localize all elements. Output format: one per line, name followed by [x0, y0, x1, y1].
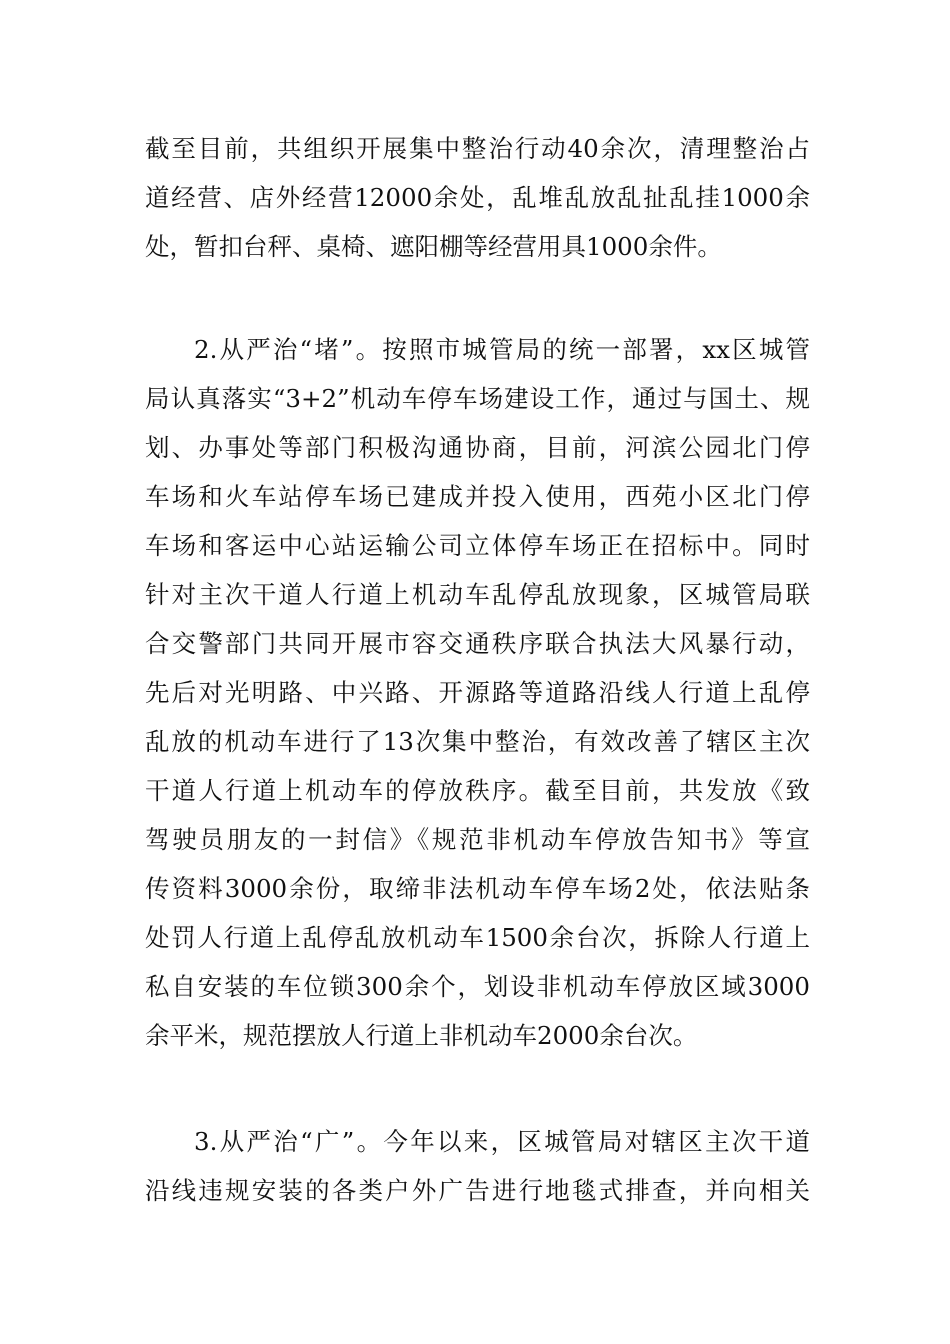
paragraph-line: 车场和火车站停车场已建成并投入使用，西苑小区北门停 — [145, 482, 810, 511]
paragraph-line: 先后对光明路、中兴路、开源路等道路沿线人行道上乱停 — [145, 678, 810, 707]
paragraph-line: 道经营、店外经营12000余处，乱堆乱放乱扯乱挂1000余 — [145, 183, 810, 212]
paragraph-line: 驾驶员朋友的一封信》《规范非机动车停放告知书》等宣 — [145, 825, 810, 854]
paragraph-line: 车场和客运中心站运输公司立体停车场正在招标中。同时 — [145, 531, 810, 560]
paragraph-1 — [145, 124, 810, 271]
paragraph-line: 合交警部门共同开展市容交通秩序联合执法大风暴行动， — [145, 629, 810, 658]
paragraph-line: 乱放的机动车进行了13次集中整治，有效改善了辖区主次 — [145, 727, 810, 756]
paragraph-line: 针对主次干道人行道上机动车乱停乱放现象，区城管局联 — [145, 580, 810, 609]
paragraph-line: 沿线违规安装的各类户外广告进行地毯式排查，并向相关 — [145, 1176, 810, 1205]
paragraph-line: 传资料3000余份，取缔非法机动车停车场2处，依法贴条 — [145, 874, 810, 903]
paragraph-line: 截至目前，共组织开展集中整治行动40余次，清理整治占 — [145, 134, 810, 163]
paragraph-line: 3.从严治“广”。今年以来，区城管局对辖区主次干道 — [194, 1127, 810, 1156]
paragraph-2 — [145, 325, 810, 1060]
paragraph-line: 私自安装的车位锁300余个，划设非机动车停放区域3000 — [145, 972, 810, 1001]
paragraph-3 — [145, 1117, 810, 1215]
paragraph-line: 处，暂扣台秤、桌椅、遮阳棚等经营用具1000余件。 — [145, 232, 722, 261]
paragraph-line: 余平米，规范摆放人行道上非机动车2000余台次。 — [145, 1021, 698, 1050]
paragraph-line: 局认真落实“3+2”机动车停车场建设工作，通过与国土、规 — [145, 384, 810, 413]
paragraph-line: 划、办事处等部门积极沟通协商，目前，河滨公园北门停 — [145, 433, 810, 462]
paragraph-line: 2.从严治“堵”。按照市城管局的统一部署，xx区城管 — [194, 335, 810, 364]
paragraph-line: 干道人行道上机动车的停放秩序。截至目前，共发放《致 — [145, 776, 810, 805]
paragraph-line: 处罚人行道上乱停乱放机动车1500余台次，拆除人行道上 — [145, 923, 810, 952]
